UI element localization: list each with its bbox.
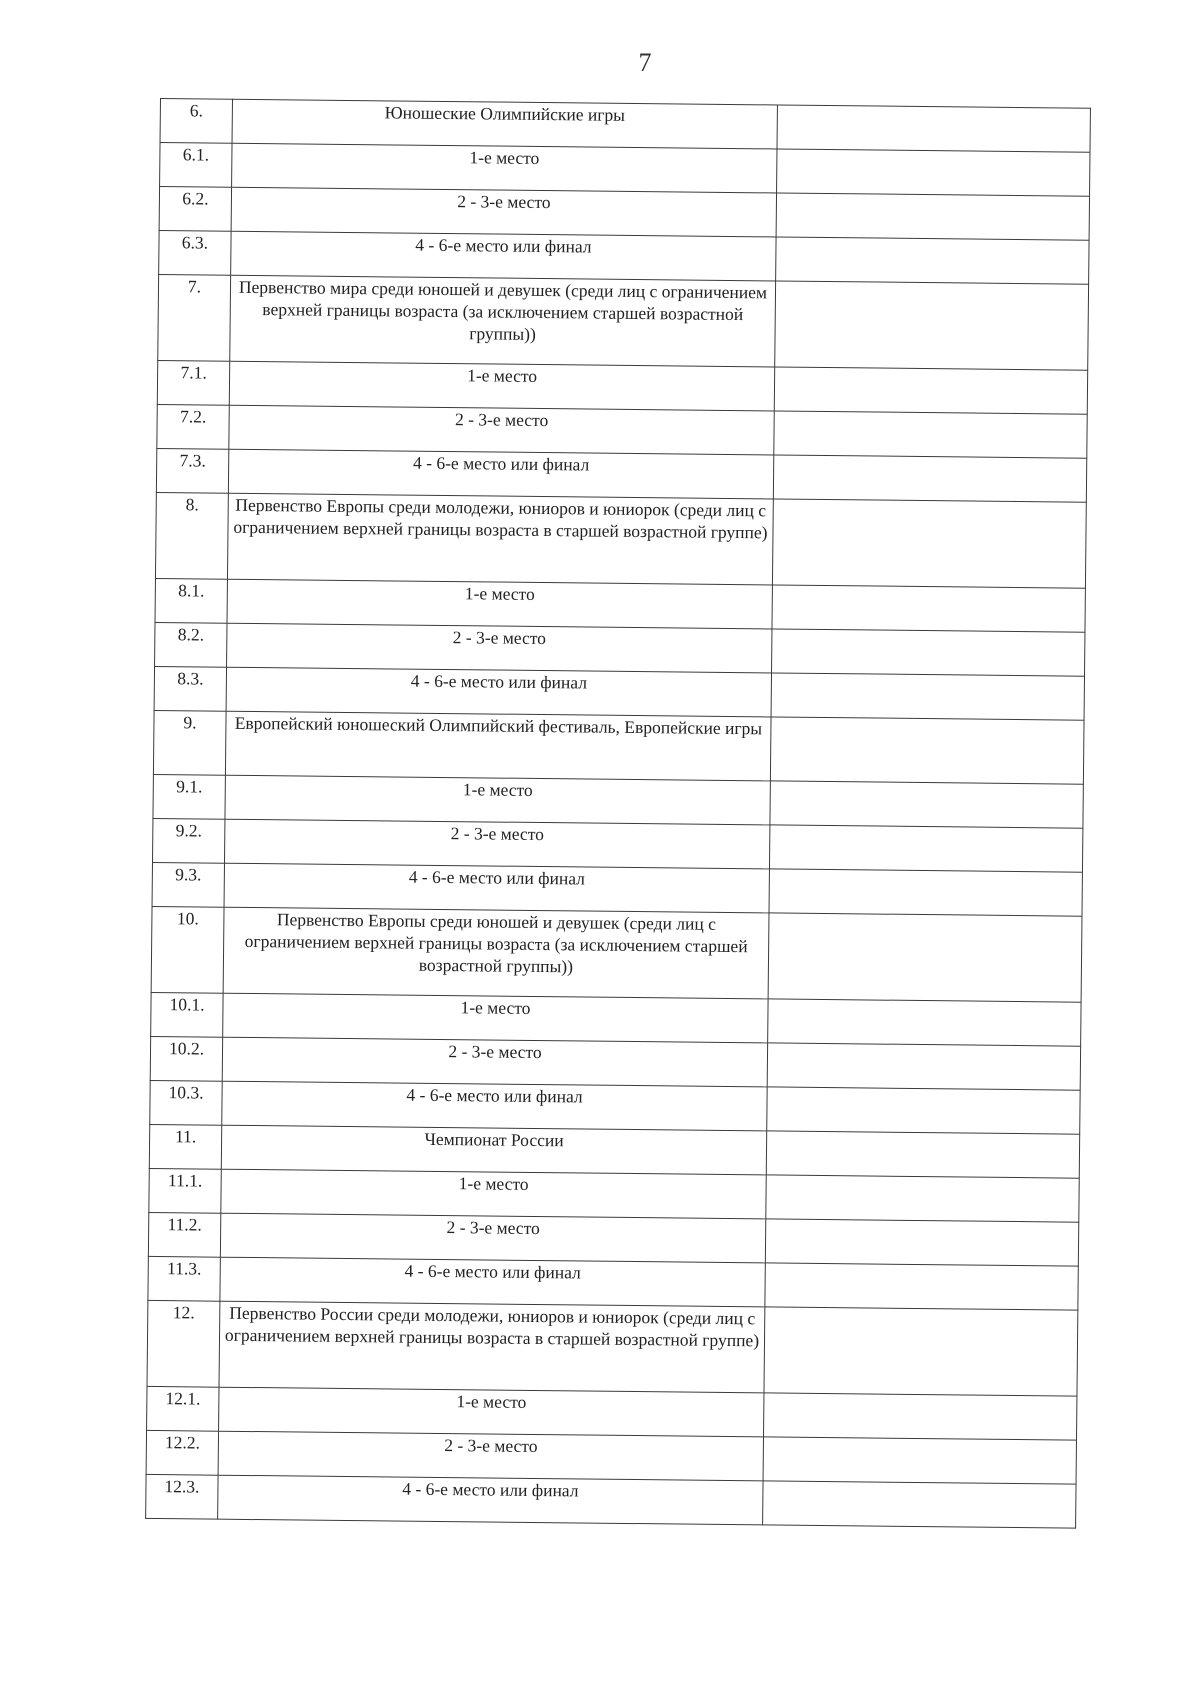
row-number: 9.2. (152, 818, 224, 863)
competition-name: Первенство России среди молодежи, юниоров и юниорок (среди лиц с ограничением верхней границы возраста в старшей возрастной группе) (219, 1301, 765, 1393)
row-number: 7.2. (157, 404, 229, 449)
row-number: 10. (151, 906, 224, 993)
table-row (146, 1474, 1076, 1528)
empty-cell (766, 1175, 1079, 1222)
table-row (158, 274, 1089, 370)
competition-name: Европейский юношеский Олимпийский фестиваль, Европейские игры (225, 711, 771, 781)
empty-cell (774, 367, 1087, 414)
competition-name: Юношеские Олимпийские игры (232, 99, 777, 149)
page-number: 7 (638, 48, 652, 77)
empty-cell (772, 499, 1086, 588)
row-number: 8. (155, 492, 228, 579)
place-label: 1-е место (223, 993, 768, 1043)
empty-cell (765, 1219, 1078, 1266)
competition-name: Чемпионат России (221, 1125, 766, 1175)
row-number: 8.2. (155, 622, 227, 667)
empty-cell (777, 149, 1090, 196)
empty-cell (773, 455, 1086, 502)
row-number: 11.2. (148, 1212, 220, 1257)
empty-cell (764, 1393, 1077, 1440)
place-label: 4 - 6-е место или финал (224, 863, 769, 913)
empty-cell (769, 869, 1082, 916)
place-label: 4 - 6-е место или финал (222, 1081, 767, 1131)
empty-cell (768, 913, 1082, 1002)
place-label: 2 - 3-е место (224, 819, 769, 869)
place-label: 4 - 6-е место или финал (226, 667, 771, 717)
empty-cell (768, 999, 1081, 1046)
competition-table (145, 98, 1091, 1529)
row-number: 12.3. (146, 1474, 218, 1519)
place-label: 1-е место (221, 1169, 766, 1219)
place-label: 4 - 6-е место или финал (220, 1257, 765, 1307)
place-label: 4 - 6-е место или финал (228, 449, 773, 499)
place-label: 1-е место (225, 775, 770, 825)
row-number: 7.3. (156, 448, 228, 493)
empty-cell (769, 825, 1082, 872)
row-number: 9.1. (153, 774, 225, 819)
row-number: 9. (153, 710, 226, 775)
place-label: 2 - 3-е место (229, 405, 774, 455)
place-label: 2 - 3-е место (227, 623, 772, 673)
row-number: 11. (149, 1124, 221, 1169)
place-label: 4 - 6-е место или финал (231, 231, 776, 281)
row-number: 8.1. (155, 578, 227, 623)
empty-cell (770, 781, 1083, 828)
empty-cell (776, 237, 1089, 284)
row-number: 10.2. (150, 1036, 222, 1081)
place-label: 2 - 3-е место (231, 187, 776, 237)
row-number: 6.1. (160, 143, 232, 188)
row-number: 12.2. (146, 1430, 218, 1475)
table-container (145, 98, 1091, 1529)
row-number: 10.3. (150, 1080, 222, 1125)
empty-cell (766, 1131, 1079, 1178)
place-label: 2 - 3-е место (222, 1037, 767, 1087)
empty-cell (772, 629, 1085, 676)
row-number: 7. (158, 274, 231, 361)
place-label: 1-е место (229, 361, 774, 411)
table-row (153, 710, 1084, 784)
place-label: 1-е место (232, 143, 777, 193)
empty-cell (763, 1481, 1076, 1528)
row-number: 7.1. (157, 360, 229, 405)
empty-cell (771, 673, 1084, 720)
row-number: 8.3. (154, 666, 226, 711)
place-label: 2 - 3-е место (220, 1213, 765, 1263)
place-label: 1-е место (227, 579, 772, 629)
competition-name: Первенство Европы среди юношей и девушек (среди лиц с ограничением верхней границы возраста (за исключением старшей возрастной группы)) (223, 907, 769, 999)
row-number: 11.3. (148, 1256, 220, 1301)
competition-name: Первенство Европы среди молодежи, юниоров и юниорок (среди лиц с ограничением верхней границы возраста в старшей возрастной группе) (227, 493, 773, 585)
empty-cell (763, 1437, 1076, 1484)
empty-cell (775, 281, 1089, 370)
empty-cell (770, 717, 1084, 784)
table-row (151, 906, 1082, 1002)
empty-cell (767, 1043, 1080, 1090)
place-label: 2 - 3-е место (218, 1431, 763, 1481)
row-number: 6.2. (159, 187, 231, 232)
table-row (147, 1300, 1078, 1396)
empty-cell (767, 1087, 1080, 1134)
place-label: 4 - 6-е место или финал (218, 1475, 763, 1525)
row-number: 6. (160, 99, 232, 144)
empty-cell (764, 1307, 1078, 1396)
table-row (155, 492, 1086, 588)
row-number: 6.3. (159, 230, 231, 275)
row-number: 10.1. (151, 992, 223, 1037)
empty-cell (772, 585, 1085, 632)
table-body (146, 99, 1091, 1529)
row-number: 12.1. (147, 1386, 219, 1431)
row-number: 9.3. (152, 862, 224, 907)
empty-cell (777, 105, 1090, 152)
empty-cell (774, 411, 1087, 458)
place-label: 1-е место (219, 1387, 764, 1437)
row-number: 11.1. (149, 1168, 221, 1213)
empty-cell (765, 1263, 1078, 1310)
empty-cell (776, 193, 1089, 240)
competition-name: Первенство мира среди юношей и девушек (среди лиц с ограничением верхней границы возраста (за исключением старшей возрастной группы)) (230, 275, 776, 367)
row-number: 12. (147, 1300, 220, 1387)
